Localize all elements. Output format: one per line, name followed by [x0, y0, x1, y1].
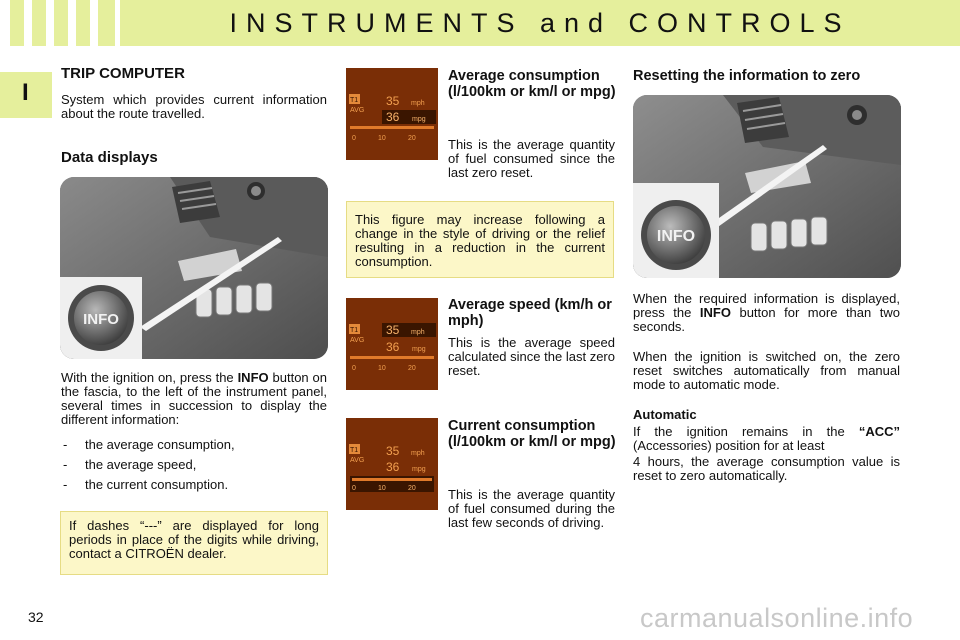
lcd-scale-10: 10 — [378, 135, 386, 142]
dashboard-illustration — [633, 95, 901, 278]
dashboard-illustration — [60, 177, 328, 359]
intro-text: System which provides current information about the route travelled. — [61, 92, 327, 121]
instructions-pre: With the ignition on, press the — [61, 370, 238, 385]
lcd-scale-0: 0 — [352, 365, 356, 372]
automatic-heading: Automatic — [633, 407, 697, 422]
lcd-trip: T1 — [350, 447, 359, 454]
instructions-post: button on the fascia, to the left of the instrument panel, several times in succession to display the different information: — [61, 370, 328, 427]
list-item: - the current consumption. — [61, 478, 327, 492]
watermark: carmanualsonline.info — [640, 603, 914, 633]
reset-instructions — [633, 292, 900, 334]
info-button-label: INFO — [83, 311, 119, 328]
title-average-speed: Average speed (km/h or mph) — [448, 297, 612, 329]
reset-info-bold: INFO — [699, 305, 731, 320]
acc-post: (Accessories) position for at least — [633, 438, 825, 453]
dashboard-photo-right — [633, 95, 901, 278]
text-average-consumption: This is the average quantity of fuel consumed since the last zero reset. — [448, 137, 615, 180]
lcd-scale-20: 20 — [408, 485, 416, 492]
lcd-display-avg-speed — [346, 298, 438, 390]
lcd-speed-unit: mph — [411, 100, 425, 107]
acc-pre: If the ignition remains in the — [633, 424, 859, 439]
lcd-speed-value: 35 — [386, 94, 400, 108]
list-item: - the average speed, — [61, 458, 327, 472]
lcd-cons-value: 36 — [386, 460, 400, 474]
lcd-scale-20: 20 — [408, 135, 416, 142]
lcd-speed-value: 35 — [386, 444, 400, 458]
lcd-trip: T1 — [350, 327, 359, 334]
subtitle-data-displays: Data displays — [61, 149, 158, 166]
reset-pre: When the required information is displayed, press the — [633, 291, 900, 320]
dealer-note: If dashes “---” are displayed for long periods in place of the digits while driving, contact a CITROËN dealer. — [60, 511, 328, 575]
lcd-cons-unit: mpg — [412, 346, 426, 353]
acc-text — [633, 425, 900, 453]
dashboard-photo-left — [60, 177, 328, 359]
title-resetting: Resetting the information to zero — [633, 68, 861, 84]
text-current-consumption: This is the average quantity of fuel consumed during the last few seconds of driving. — [448, 487, 615, 530]
section-title-trip-computer: TRIP COMPUTER — [61, 65, 185, 82]
reset-post: button for more than two seconds. — [633, 305, 900, 334]
header-stripes — [10, 0, 115, 46]
page-title: INSTRUMENTS and CONTROLS — [229, 8, 851, 38]
lcd-avg-label: AVG — [350, 457, 365, 464]
lcd-trip: T1 — [350, 97, 359, 104]
lcd-scale-0: 0 — [352, 485, 356, 492]
lcd-scale-10: 10 — [378, 485, 386, 492]
list-item: - the average consumption, — [61, 438, 327, 452]
page-number: 32 — [28, 609, 44, 625]
info-button-label: INFO — [656, 228, 696, 245]
lcd-speed-unit: mph — [411, 329, 425, 336]
text-average-speed: This is the average speed calculated since the last zero reset. — [448, 335, 615, 378]
lcd-cons-value: 36 — [386, 110, 400, 124]
lcd-speed-unit: mph — [411, 450, 425, 457]
lcd-scale-0: 0 — [352, 135, 356, 142]
consumption-note: This figure may increase following a change in the style of driving or the relief resulting in a reduction in the current consumption. — [346, 201, 614, 278]
chapter-label: I — [22, 79, 29, 106]
title-current-consumption: Current consumption (l/100km or km/l or mpg) — [448, 418, 616, 450]
lcd-cons-unit: mpg — [412, 466, 426, 473]
lcd-display-avg-consumption — [346, 68, 438, 160]
lcd-cons-unit: mpg — [412, 116, 426, 123]
instructions-info-bold: INFO — [237, 370, 269, 385]
lcd-display-current-consumption — [346, 418, 438, 510]
lcd-scale-20: 20 — [408, 365, 416, 372]
acc-bold: “ACC” — [858, 424, 900, 439]
chapter-tab — [0, 72, 52, 118]
title-average-consumption: Average consumption (l/100km or km/l or mpg) — [448, 68, 616, 100]
instructions-text — [61, 371, 327, 427]
auto-switch-text: When the ignition is switched on, the zero reset switches automatically from manual mode to automatic mode. — [633, 349, 900, 392]
lcd-speed-value: 35 — [386, 323, 400, 337]
display-list — [61, 438, 327, 498]
lcd-avg-label: AVG — [350, 107, 365, 114]
lcd-avg-label: AVG — [350, 337, 365, 344]
auto-reset-text: 4 hours, the average consumption value is reset to zero automatically. — [633, 454, 900, 483]
lcd-scale-10: 10 — [378, 365, 386, 372]
lcd-cons-value: 36 — [386, 340, 400, 354]
